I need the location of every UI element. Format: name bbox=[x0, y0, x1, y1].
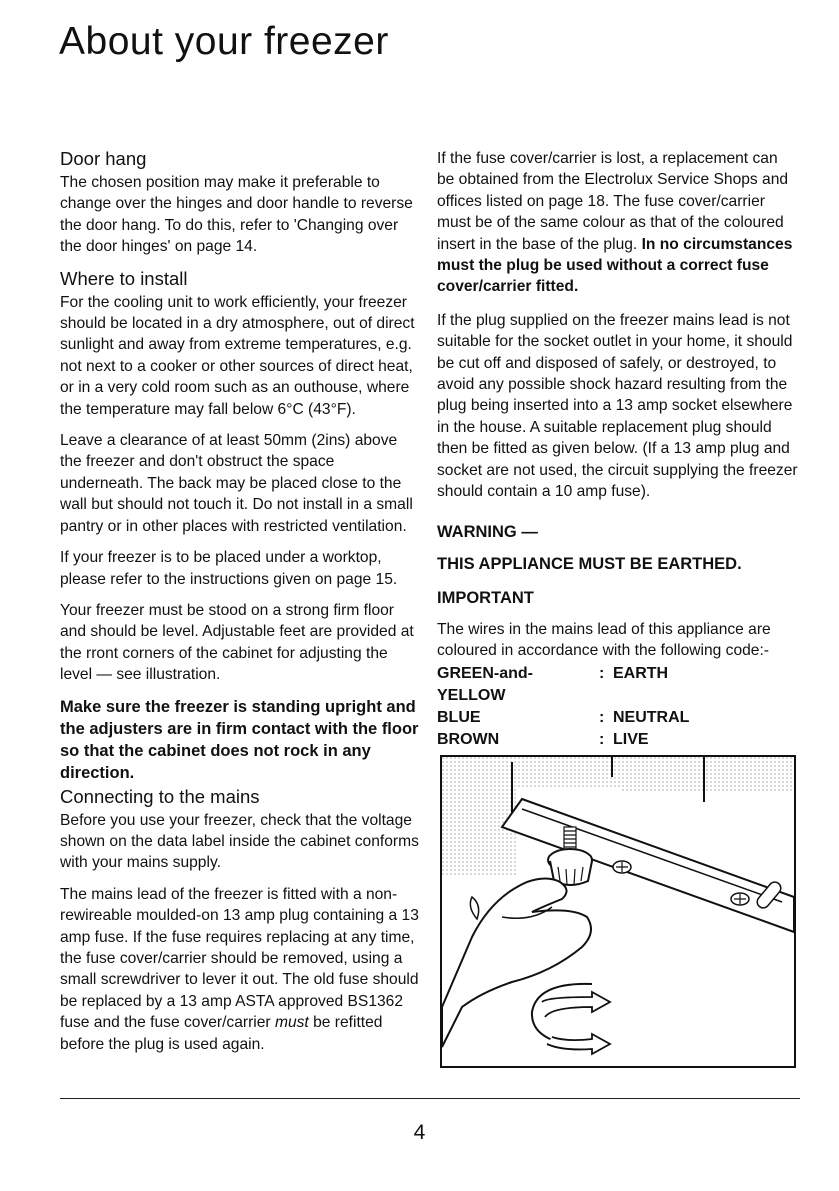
mains-paragraph-2-end: be refitted before the plug is used again. bbox=[60, 1014, 383, 1053]
where-paragraph-1: For the cooling unit to work efficiently, your freezer should be located in a dry atmosphere, out of direct sunlight and away from extreme temperatures, e.g. not next to a cooker or other sources of direct heat, or in a very cold room such as an outhouse, where the temperature may fall below 6°C (43°F). bbox=[60, 293, 415, 418]
wire-colour: GREEN-and-YELLOW bbox=[437, 665, 533, 705]
warning-heading: WARNING — bbox=[437, 522, 538, 541]
wire-colour: BLUE bbox=[437, 709, 481, 727]
footer-rule bbox=[60, 1098, 800, 1099]
wire-separator: : bbox=[599, 731, 605, 749]
wire-terminal: EARTH bbox=[613, 665, 669, 683]
mains-paragraph-1: Before you use your freezer, check that the voltage shown on the data label inside the cabinet conforms with your mains supply. bbox=[60, 811, 419, 872]
page-title: About your freezer bbox=[59, 20, 389, 63]
warning-text: THIS APPLIANCE MUST BE EARTHED. bbox=[437, 554, 742, 573]
wire-separator: : bbox=[599, 709, 605, 727]
fuse-paragraph-bold: In no circumstances must the plug be used without a correct fuse cover/carrier fitted. bbox=[437, 235, 793, 296]
left-column bbox=[60, 148, 420, 1065]
wire-colour: BROWN bbox=[437, 731, 500, 749]
wire-terminal: LIVE bbox=[613, 731, 649, 749]
mains-paragraph-2 bbox=[60, 884, 420, 1055]
where-paragraph-3: If your freezer is to be placed under a worktop, please refer to the instructions given on page 15. bbox=[60, 549, 398, 588]
door-hang-text: The chosen position may make it preferable to change over the hinges and door handle to reverse the door hang. To do this, refer to 'Changing over the door hinges' on page 14. bbox=[60, 174, 413, 256]
illustration-drawing bbox=[442, 757, 794, 1066]
door-hang-heading: Door hang bbox=[60, 148, 147, 169]
wire-separator: : bbox=[599, 665, 605, 683]
wire-terminal: NEUTRAL bbox=[613, 709, 690, 727]
connecting-mains-heading: Connecting to the mains bbox=[60, 785, 260, 807]
wiring-code-table bbox=[437, 663, 799, 751]
fuse-paragraph-text: If the fuse cover/carrier is lost, a replacement can be obtained from the Electrolux Service Shops and offices listed on page 18. The fuse cover/carrier must be of the same colour as that of the coloured insert in the base of the plug. bbox=[437, 150, 789, 253]
page-number: 4 bbox=[413, 1121, 426, 1144]
mains-paragraph-2-text: The mains lead of the freezer is fitted with a non-rewireable moulded-on 13 amp plug containing a 13 amp fuse. If the fuse requires replacing at any time, the fuse cover/carrier should be removed, using a small screwdriver to lever it out. The old fuse should be replaced by a 13 amp ASTA approved BS1362 fuse and the fuse cover/carrier bbox=[60, 885, 419, 1032]
important-heading: IMPORTANT bbox=[437, 588, 534, 607]
must-emphasis: must bbox=[274, 1014, 309, 1032]
right-column bbox=[437, 148, 799, 751]
fuse-paragraph bbox=[437, 148, 799, 298]
where-to-install-heading: Where to install bbox=[60, 267, 188, 289]
important-text: The wires in the mains lead of this appliance are coloured in accordance with the following code:- bbox=[437, 620, 771, 659]
where-paragraph-4: Your freezer must be stood on a strong firm floor and should be level. Adjustable feet are provided at the rront corners of the cabinet for adjusting the level — see illustration. bbox=[60, 601, 414, 684]
where-bold-warning: Make sure the freezer is standing upright and the adjusters are in firm contact with the floor so that the cabinet does not rock in any direction. bbox=[60, 697, 419, 782]
where-paragraph-2: Leave a clearance of at least 50mm (2ins) above the freezer and don't obstruct the space underneath. The back may be placed close to the wall but should not touch it. Do not install in a small pantry or in other places with restricted ventilation. bbox=[60, 432, 413, 535]
adjustable-foot-illustration bbox=[440, 755, 796, 1068]
plug-paragraph: If the plug supplied on the freezer mains lead is not suitable for the socket outlet in your home, it should be cut off and disposed of safely, or destroyed, to avoid any possible shock hazard resulting from the plug being inserted into a 13 amp socket elsewhere in the house. A suitable replacement plug should then be fitted as given below. (If a 13 amp plug and socket are not used, the circuit supplying the freezer should contain a 10 amp fuse). bbox=[437, 311, 798, 501]
